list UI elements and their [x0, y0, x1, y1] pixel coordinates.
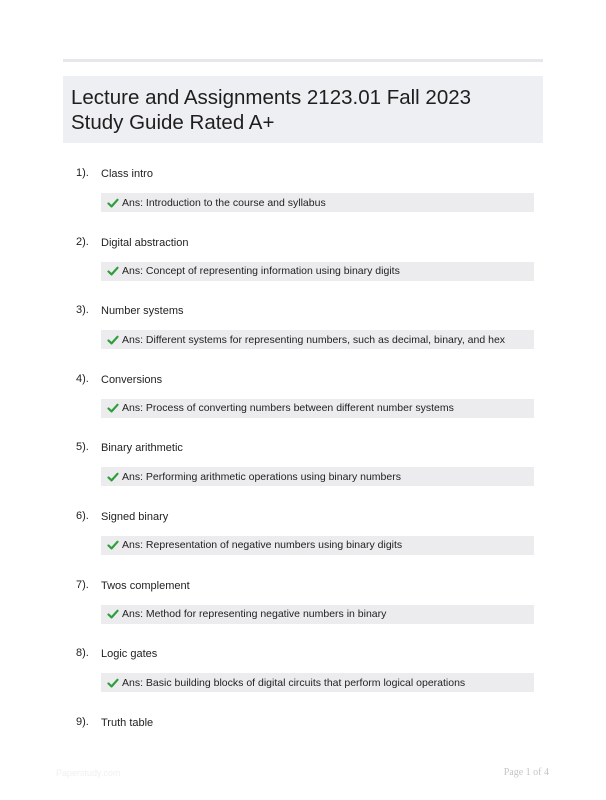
question-text: Binary arithmetic — [101, 442, 183, 455]
answer-box — [101, 399, 534, 418]
check-icon — [107, 471, 119, 483]
question-item — [63, 372, 543, 441]
question-number: 6). — [76, 509, 89, 522]
answer-text: Ans: Method for representing negative numbers in binary — [122, 608, 387, 621]
question-item — [63, 440, 543, 509]
question-number: 8). — [76, 647, 89, 660]
question-text: Conversions — [101, 373, 163, 386]
answer-box — [101, 536, 534, 555]
question-text: Class intro — [101, 168, 153, 180]
check-icon — [107, 539, 119, 551]
question-number: 3). — [76, 304, 89, 317]
question-text: Twos complement — [101, 579, 190, 592]
question-text: Signed binary — [101, 510, 169, 523]
answer-box — [101, 330, 534, 349]
question-item — [63, 303, 543, 372]
question-item — [63, 166, 543, 235]
question-item — [63, 509, 543, 578]
check-icon — [107, 677, 119, 689]
answer-box — [101, 605, 534, 624]
question-text: Digital abstraction — [101, 236, 189, 249]
question-number: 9). — [76, 715, 89, 728]
top-divider — [63, 59, 543, 62]
title-line-1: Lecture and Assignments 2123.01 Fall 2023 — [71, 86, 472, 109]
check-icon — [107, 334, 119, 346]
answer-text: Ans: Performing arithmetic operations using binary numbers — [122, 470, 401, 483]
check-icon — [107, 197, 119, 209]
footer-watermark: Paperstudy.com — [56, 768, 121, 778]
answer-text: Ans: Process of converting numbers between different number systems — [122, 402, 454, 415]
question-number: 1). — [76, 167, 89, 179]
question-item — [63, 235, 543, 304]
question-item — [63, 715, 543, 784]
question-number: 2). — [76, 235, 89, 248]
answer-text: Ans: Concept of representing information using binary digits — [122, 265, 400, 278]
question-text: Truth table — [101, 716, 154, 729]
question-text: Logic gates — [101, 648, 158, 661]
answer-box — [101, 467, 534, 486]
answer-box — [101, 673, 534, 692]
question-number: 7). — [76, 578, 89, 591]
title-banner — [63, 76, 543, 143]
answer-text: Ans: Different systems for representing numbers, such as decimal, binary, and hex — [122, 333, 506, 346]
question-item — [63, 646, 543, 715]
page-number: Page 1 of 4 — [503, 767, 549, 778]
question-list — [63, 166, 543, 783]
answer-text: Ans: Representation of negative numbers using binary digits — [122, 539, 403, 552]
answer-text: Ans: Introduction to the course and syllabus — [122, 196, 326, 209]
answer-box — [101, 262, 534, 281]
question-text: Number systems — [101, 305, 184, 318]
answer-box — [101, 193, 534, 212]
question-number: 4). — [76, 372, 89, 385]
title-line-2: Study Guide Rated A+ — [71, 111, 275, 134]
check-icon — [107, 265, 119, 277]
check-icon — [107, 608, 119, 620]
question-item — [63, 578, 543, 647]
question-number: 5). — [76, 441, 89, 454]
document-title — [71, 85, 535, 135]
answer-text: Ans: Basic building blocks of digital circuits that perform logical operations — [122, 676, 466, 689]
check-icon — [107, 402, 119, 414]
